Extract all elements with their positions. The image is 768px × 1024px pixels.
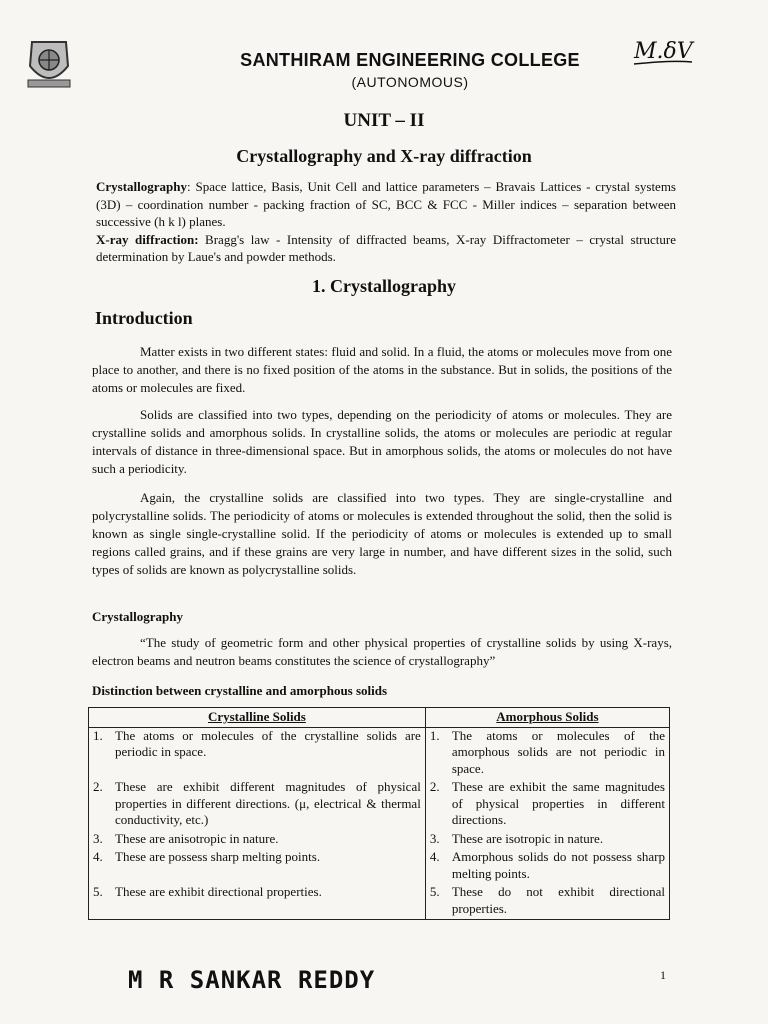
row-number: 4. <box>93 849 103 864</box>
paragraph-2 <box>92 406 672 478</box>
table-title: Distinction between crystalline and amorphous solids <box>92 683 388 698</box>
crystalline-cell: These are possess sharp melting points. <box>115 849 321 864</box>
crystalline-cell: These are exhibit directional properties. <box>115 884 322 899</box>
row-number: 1. <box>93 727 103 743</box>
table-header-crystalline: Crystalline Solids <box>89 708 426 728</box>
amorphous-cell: Amorphous solids do not possess sharp melting points. <box>451 849 665 881</box>
subject-title: Crystallography and X-ray diffraction <box>236 146 532 166</box>
table-row <box>89 779 670 831</box>
crystalline-cell: The atoms or molecules of the crystalline solids are periodic in space. <box>115 727 421 759</box>
definition-paragraph <box>92 634 672 670</box>
crystallography-subheading: Crystallography <box>92 609 183 624</box>
paragraph-2-text: Solids are classified into two types, depending on the periodicity of atoms or molecules. They are crystalline solids and amorphous solids. In crystalline solids, the atoms or molecules are periodic at regular intervals of distance in three-dimensional space. But in amorphous solids, the atoms or molecules do not have such a periodicity. <box>92 407 672 476</box>
page-number: 1 <box>660 968 666 982</box>
paragraph-1 <box>92 343 672 397</box>
table-row <box>89 884 670 920</box>
amorphous-cell: These are isotropic in nature. <box>451 830 604 846</box>
row-number: 5. <box>93 884 103 899</box>
amorphous-cell: These are exhibit the same magnitudes of physical properties in different directions. <box>451 779 665 827</box>
svg-text:M.δV: M.δV <box>634 39 693 64</box>
row-number: 2. <box>93 779 103 794</box>
autonomous-label: (AUTONOMOUS) <box>351 74 469 90</box>
table-row <box>89 831 670 850</box>
definition-text: “The study of geometric form and other physical properties of crystalline solids by using X-rays, electron beams and neutron beams constitutes the science of crystallography” <box>92 635 672 668</box>
row-number: 2. <box>429 779 440 794</box>
handwritten-mark <box>632 32 722 72</box>
comparison-table <box>88 707 670 920</box>
paragraph-3 <box>92 489 672 579</box>
college-logo-icon <box>24 36 74 92</box>
row-number: 5. <box>429 884 440 899</box>
syllabus-xray-label: X-ray diffraction: <box>96 231 199 247</box>
table-header-amorphous: Amorphous Solids <box>425 708 669 728</box>
paragraph-1-text: Matter exists in two different states: fluid and solid. In a fluid, the atoms or molecules move from one place to another, and there is no fixed position of the atoms in the substance. But in solids, the positions of the atoms or molecules are fixed. <box>92 344 672 395</box>
row-number: 4. <box>429 849 440 864</box>
crystalline-cell: These are anisotropic in nature. <box>115 830 279 846</box>
section-title: 1. Crystallography <box>312 276 456 296</box>
syllabus-crystallography-text: : Space lattice, Basis, Unit Cell and lattice parameters – Bravais Lattices - crystal systems (3D) – coordination number - packing fraction of SC, BCC & FCC - Miller indices – separation between successive (h k l) planes. <box>96 179 676 229</box>
row-number: 3. <box>429 830 440 846</box>
college-name: SANTHIRAM ENGINEERING COLLEGE <box>240 50 580 70</box>
unit-title: UNIT – II <box>343 110 425 131</box>
paragraph-3-text: Again, the crystalline solids are classified into two types. They are single-crystalline and polycrystalline solids. The periodicity of atoms or molecules is extended throughout the solid, then the solid is known as single single-crystalline solid. If the periodicity of atoms or molecules is extended up to small regions called grains, and if these grains are very large in number, and have different sizes in the solid, such types of solids are known as polycrystalline solids. <box>92 490 672 577</box>
author-name: M R SANKAR REDDY <box>128 966 376 994</box>
table-row <box>89 849 670 884</box>
syllabus-xray-text: Bragg's law - Intensity of diffracted beams, X-ray Diffractometer – crystal structure determination by Laue's and powder methods. <box>96 231 676 264</box>
amorphous-cell: These do not exhibit directional properties. <box>451 884 665 916</box>
row-number: 1. <box>429 727 440 743</box>
syllabus-crystallography-label: Crystallography <box>96 179 187 194</box>
amorphous-cell: The atoms or molecules of the amorphous solids are not periodic in space. <box>451 727 665 776</box>
intro-heading: Introduction <box>95 308 193 328</box>
row-number: 3. <box>93 830 103 846</box>
syllabus-block <box>96 178 676 266</box>
table-row <box>89 727 670 779</box>
crystalline-cell: These are exhibit different magnitudes of physical properties in different directions. (μ, electrical & thermal conductivity, etc.) <box>115 779 421 827</box>
